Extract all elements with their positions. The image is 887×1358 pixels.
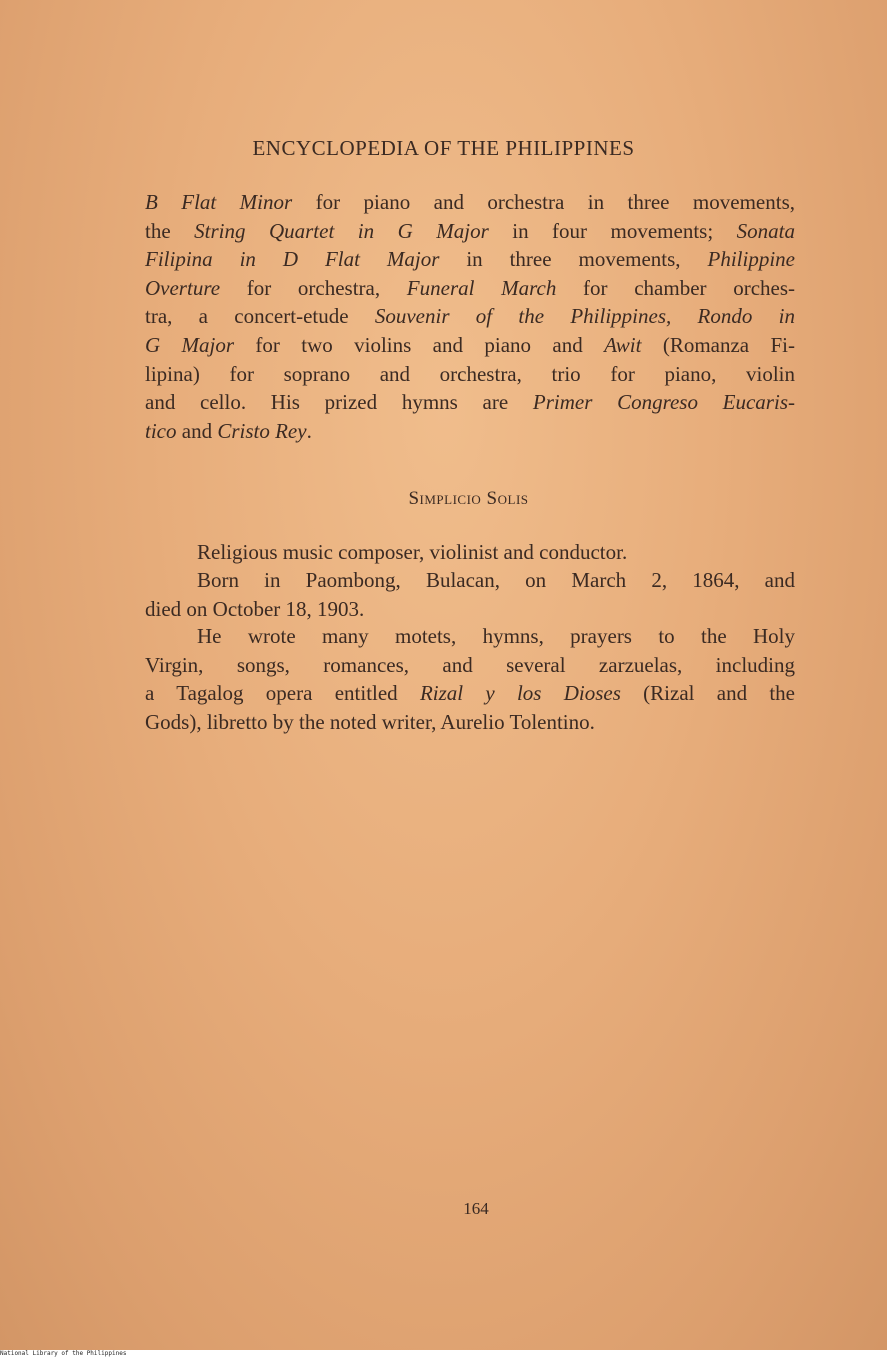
text-line: died on October 18, 1903. (145, 596, 365, 621)
text-line: lipina) for soprano and orchestra, trio for piano, violin (145, 361, 795, 386)
text-line: Born in Paombong, Bulacan, on March 2, 1864, and (197, 568, 795, 592)
text-line: Gods), libretto by the noted writer, Aurelio Tolentino. (145, 709, 595, 734)
running-head: ENCYCLOPEDIA OF THE PHILIPPINES (252, 136, 635, 160)
text-line: B Flat Minor for piano and orchestra in three movements, (145, 190, 795, 214)
text-line: He wrote many motets, hymns, prayers to the Holy (197, 624, 795, 648)
text-line: Religious music composer, violinist and conductor. (197, 540, 628, 564)
text-line: the String Quartet in G Major in four movements; Sonata (145, 218, 795, 243)
text-line: tico and Cristo Rey. (145, 418, 312, 443)
paragraph-continued-works (145, 188, 795, 445)
text-line: and cello. His prized hymns are Primer Congreso Eucaris- (145, 390, 795, 415)
text-line: Filipina in D Flat Major in three movements, Philippine (145, 247, 795, 272)
section-title: Simplicio Solis (408, 488, 529, 509)
text-line: G Major for two violins and piano and Awit (Romanza Fi- (145, 332, 795, 357)
paragraph-birth (145, 566, 795, 623)
text-line: Virgin, songs, romances, and several zarzuelas, including (145, 652, 795, 677)
paragraph-works (145, 622, 795, 736)
footer-strip (0, 1350, 887, 1358)
text-line: Overture for orchestra, Funeral March for chamber orches- (145, 275, 795, 300)
text-line: tra, a concert-etude Souvenir of the Philippines, Rondo in (145, 304, 795, 329)
footer-credit: National Library of the Philippines (0, 1350, 127, 1357)
page-number: 164 (463, 1199, 489, 1218)
text-line: a Tagalog opera entitled Rizal y los Dioses (Rizal and the (145, 681, 795, 706)
paragraph-description (145, 538, 795, 567)
